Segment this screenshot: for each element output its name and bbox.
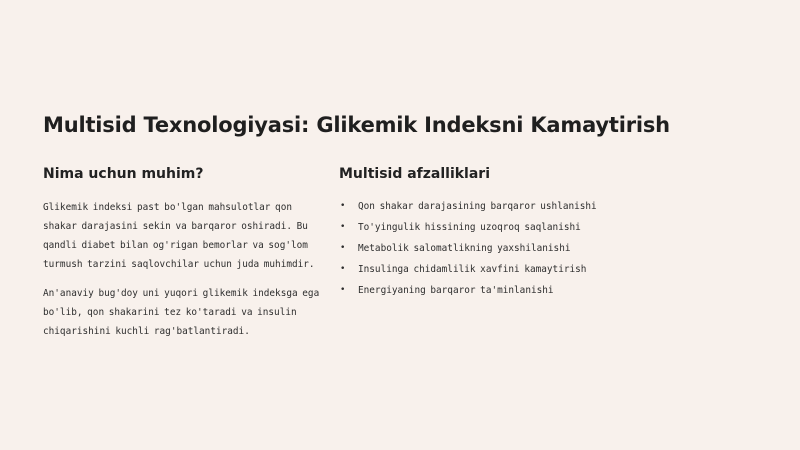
bullet-icon: • [340, 243, 346, 253]
left-column [43, 166, 323, 351]
list-item [339, 217, 759, 238]
right-column [339, 166, 759, 301]
paragraph-1: Glikemik indeksi past bo'lgan mahsulotlar qon shakar darajasini sekin va barqaror oshiradi. Bu qandli diabet bilan og'rigan bemorlar va sog'lom turmush tarzini saqlovchilar uchun juda muhimdir. [43, 202, 315, 270]
list-item-text: To'yingulik hissining uzoqroq saqlanishi [358, 222, 581, 233]
list-item [339, 280, 759, 301]
list-item-text: Qon shakar darajasining barqaror ushlanishi [358, 201, 597, 212]
list-item [339, 259, 759, 280]
benefits-list [339, 196, 759, 301]
right-column-heading: Multisid afzalliklari [339, 166, 491, 182]
list-item-text: Metabolik salomatlikning yaxshilanishi [358, 243, 571, 254]
bullet-icon: • [340, 222, 346, 232]
list-item [339, 238, 759, 259]
bullet-icon: • [340, 285, 346, 295]
list-item-text: Insulinga chidamlilik xavfini kamaytirish [358, 264, 587, 275]
bullet-icon: • [340, 264, 346, 274]
list-item-text: Energiyaning barqaror ta'minlanishi [358, 285, 554, 296]
left-column-heading: Nima uchun muhim? [43, 166, 204, 182]
bullet-icon: • [340, 201, 346, 211]
paragraph-2: An'anaviy bug'doy uni yuqori glikemik indeksga ega bo'lib, qon shakarini tez ko'taradi va insulin chiqarishini kuchli rag'batlantiradi. [43, 288, 320, 337]
list-item [339, 196, 759, 217]
slide-title: Multisid Texnologiyasi: Glikemik Indeksni Kamaytirish [43, 113, 670, 137]
